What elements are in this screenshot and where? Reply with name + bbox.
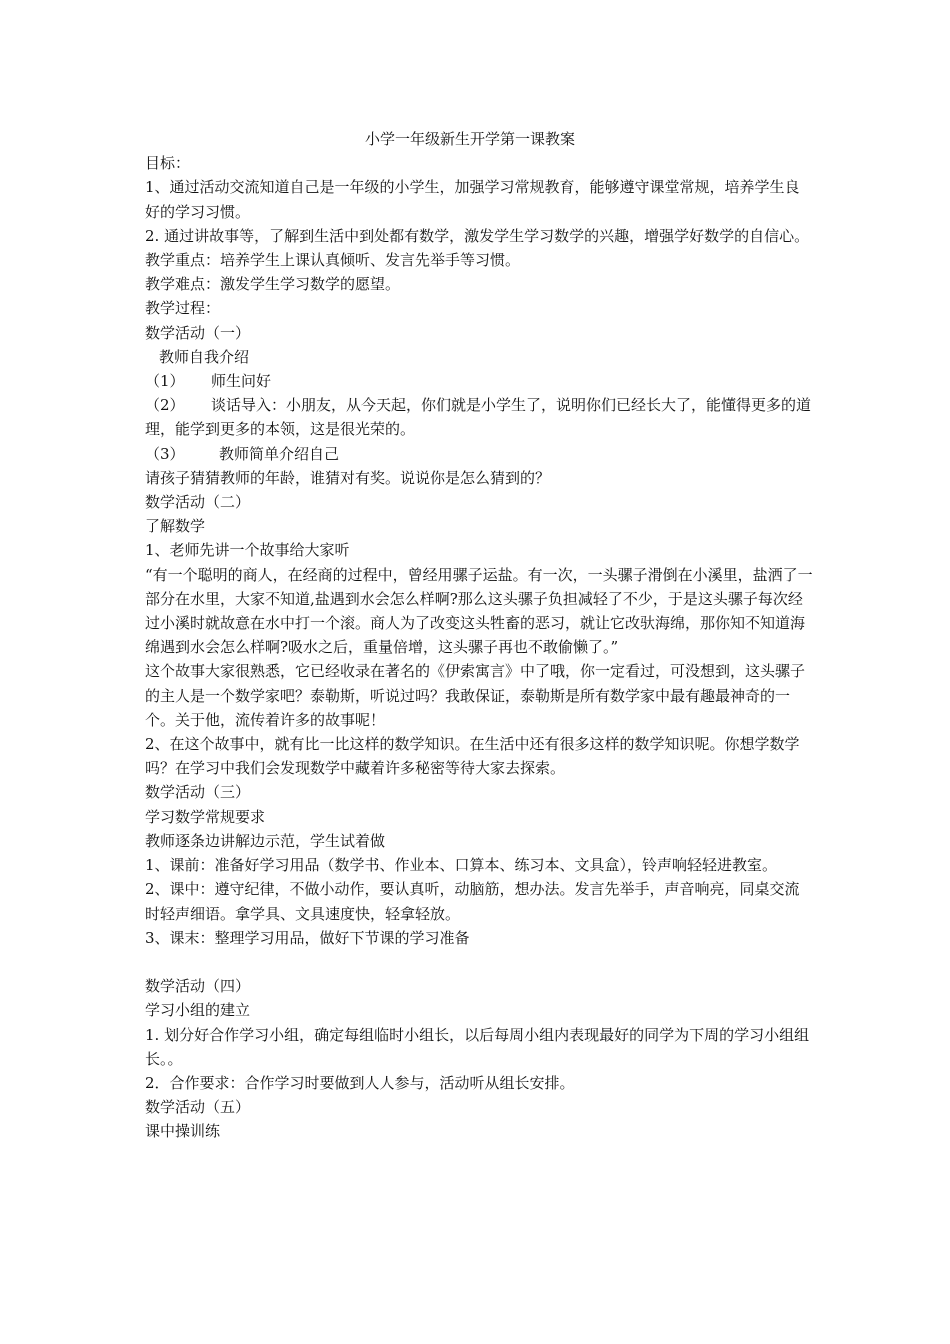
list-item-2-number: （2）: [145, 396, 185, 415]
teaching-focus: 教学重点：培养学生上课认真倾听、发言先举手等习惯。: [145, 251, 521, 270]
list-item-1-text: 师生问好: [211, 372, 272, 391]
blank-line: [145, 950, 813, 974]
list-item-1-number: （1）: [145, 372, 185, 391]
teaching-process-heading: 教学过程：: [145, 299, 221, 318]
story-intro: 1、老师先讲一个故事给大家听: [145, 541, 350, 560]
story-quote: “有一个聪明的商人，在经商的过程中，曾经用骡子运盐。有一次，一头骡子滑倒在小溪里，盐洒了一部分在水里，大家不知道,盐遇到水会怎么样啊?那么这头骡子负担减轻了不少，于是这头骡子每次经过小溪时就故意在水中打一个滚。商人为了改变这头牲畜的恶习，就让它改驮海绵，那你知不知道海绵遇到水会怎么样啊?吸水之后，重量倍增，这头骡子再也不敢偷懒了。”: [145, 565, 813, 657]
document-title: 小学一年级新生开学第一课教案: [364, 130, 575, 148]
list-item-2-text: 谈话导入：小朋友，从今天起，你们就是小学生了，说明你们已经长大了，能懂得更多的道理，能学到更多的本领，这是很光荣的。: [145, 396, 812, 439]
goals-heading: 目标：: [145, 154, 191, 173]
routine-end-class: 3、课末：整理学习用品，做好下节课的学习准备: [145, 928, 470, 947]
routine-method: 教师逐条边讲解边示范，学生试着做: [145, 831, 386, 850]
list-item-3: [145, 442, 813, 466]
routine-before-class: 1、课前：准备好学习用品（数学书、作业本、口算本、练习本、文具盒），铃声响轻轻进教室。: [145, 856, 778, 875]
study-group-2: 2．合作要求：合作学习时要做到人人参与，活动听从组长安排。: [145, 1073, 575, 1092]
guess-age-line: 请孩子猜猜教师的年龄，谁猜对有奖。说说你是怎么猜到的？: [145, 468, 551, 487]
activity-3-heading: 数学活动（三）: [145, 783, 251, 802]
routine-during-class: 2、课中：遵守纪律，不做小动作，要认真听，动脑筋，想办法。发言先举手，声音响亮，同桌交流时轻声细语。拿学具、文具速度快，轻拿轻放。: [145, 880, 800, 923]
study-group-1: 1. 划分好合作学习小组，确定每组临时小组长，以后每周小组内表现最好的同学为下周的学习小组组长。。: [145, 1025, 810, 1068]
teaching-difficulty: 教学难点：激发学生学习数学的愿望。: [145, 275, 401, 294]
activity-5-heading: 数学活动（五）: [145, 1098, 251, 1117]
document-page: [145, 127, 813, 1144]
exercise-heading: 课中操训练: [145, 1122, 221, 1141]
study-group-heading: 学习小组的建立: [145, 1001, 251, 1020]
goal-1: 1、通过活动交流知道自己是一年级的小学生，加强学习常规教育，能够遵守课堂常规，培养学生良好的学习习惯。: [145, 178, 800, 221]
list-item-3-text: 教师简单介绍自己: [219, 444, 340, 463]
activity-1-heading: 数学活动（一）: [145, 323, 251, 342]
list-item-3-number: （3）: [145, 444, 185, 463]
teacher-intro-heading: 教师自我介绍: [159, 347, 250, 366]
list-item-2: [145, 393, 813, 441]
list-item-1: [145, 369, 813, 393]
routine-heading: 学习数学常规要求: [145, 807, 266, 826]
goal-2: 2. 通过讲故事等，了解到生活中到处都有数学，激发学生学习数学的兴趣，增强学好数学的自信心。: [145, 226, 810, 245]
story-commentary: 这个故事大家很熟悉，它已经收录在著名的《伊索寓言》中了哦，你一定看过，可没想到，这头骡子的主人是一个数学家吧？泰勒斯，听说过吗？我敢保证，泰勒斯是所有数学家中最有趣最神奇的一个。关于他，流传着许多的故事呢！: [145, 662, 806, 729]
understand-math-heading: 了解数学: [145, 517, 206, 536]
activity-2-heading: 数学活动（二）: [145, 493, 251, 512]
story-lesson: 2、在这个故事中，就有比一比这样的数学知识。在生活中还有很多这样的数学知识呢。你想学数学吗？在学习中我们会发现数学中藏着许多秘密等待大家去探索。: [145, 735, 800, 778]
activity-4-heading: 数学活动（四）: [145, 977, 251, 996]
